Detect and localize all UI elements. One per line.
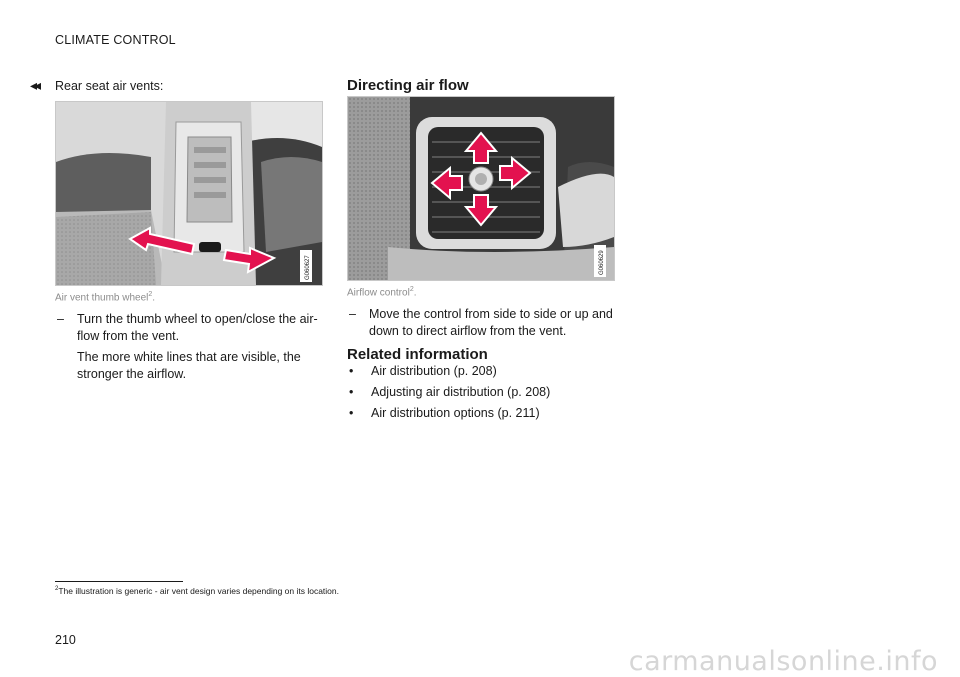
thumb-wheel-step <box>77 311 327 345</box>
move-control-step-line1: Move the control from side to side or up and <box>369 307 613 321</box>
rear-vent-caption-tail: . <box>152 292 156 304</box>
watermark: carmanualsonline.info <box>628 646 938 677</box>
related-information-heading: Related information <box>347 346 488 363</box>
related-link-text[interactable]: Adjusting air distribution (p. 208) <box>371 385 551 399</box>
airflow-note-line2: stronger the airflow. <box>77 367 187 381</box>
footnote-text: The illustration is generic - air vent design varies depending on its location. <box>58 586 339 596</box>
airflow-control-illustration <box>347 96 615 281</box>
move-control-step <box>369 306 629 340</box>
related-link-air-distribution-options[interactable] <box>349 406 540 420</box>
move-control-step-dash: – <box>349 307 356 321</box>
airflow-caption-ref[interactable]: 2 <box>409 286 414 293</box>
related-bullet: • <box>349 385 354 399</box>
related-link-adjusting-air-distribution[interactable] <box>349 385 550 399</box>
airflow-caption <box>347 286 417 298</box>
rear-vent-caption-ref[interactable]: 2 <box>148 291 153 298</box>
rear-vent-caption-text: Air vent thumb wheel <box>55 292 149 304</box>
airflow-note <box>77 349 327 383</box>
thumb-wheel-step-line2: flow from the vent. <box>77 329 180 343</box>
rear-vent-caption <box>55 291 155 303</box>
rear-vent-image-code: G060627 <box>305 255 311 280</box>
rear-vents-intro: Rear seat air vents: <box>55 79 164 93</box>
page-number: 210 <box>55 633 76 647</box>
related-link-air-distribution[interactable] <box>349 364 497 378</box>
related-link-text[interactable]: Air distribution options (p. 211) <box>371 406 540 420</box>
footnote-number: 2 <box>55 586 59 593</box>
thumb-wheel-step-dash: – <box>57 312 64 326</box>
airflow-caption-text: Airflow control <box>347 287 410 299</box>
footnote <box>55 586 339 596</box>
related-bullet: • <box>349 406 354 420</box>
related-bullet: • <box>349 364 354 378</box>
airflow-image-code: G060629 <box>599 250 605 275</box>
thumb-wheel-step-line1: Turn the thumb wheel to open/close the air- <box>77 312 318 326</box>
section-title: CLIMATE CONTROL <box>55 33 176 47</box>
rear-vent-illustration <box>55 101 323 286</box>
back-chevrons-icon[interactable]: ◂◂ <box>30 77 39 93</box>
directing-air-flow-heading: Directing air flow <box>347 77 469 94</box>
airflow-caption-tail: . <box>413 287 417 299</box>
footnote-divider <box>55 581 183 582</box>
airflow-note-line1: The more white lines that are visible, the <box>77 350 301 364</box>
move-control-step-line2: down to direct airflow from the vent. <box>369 324 567 338</box>
related-link-text[interactable]: Air distribution (p. 208) <box>371 364 497 378</box>
